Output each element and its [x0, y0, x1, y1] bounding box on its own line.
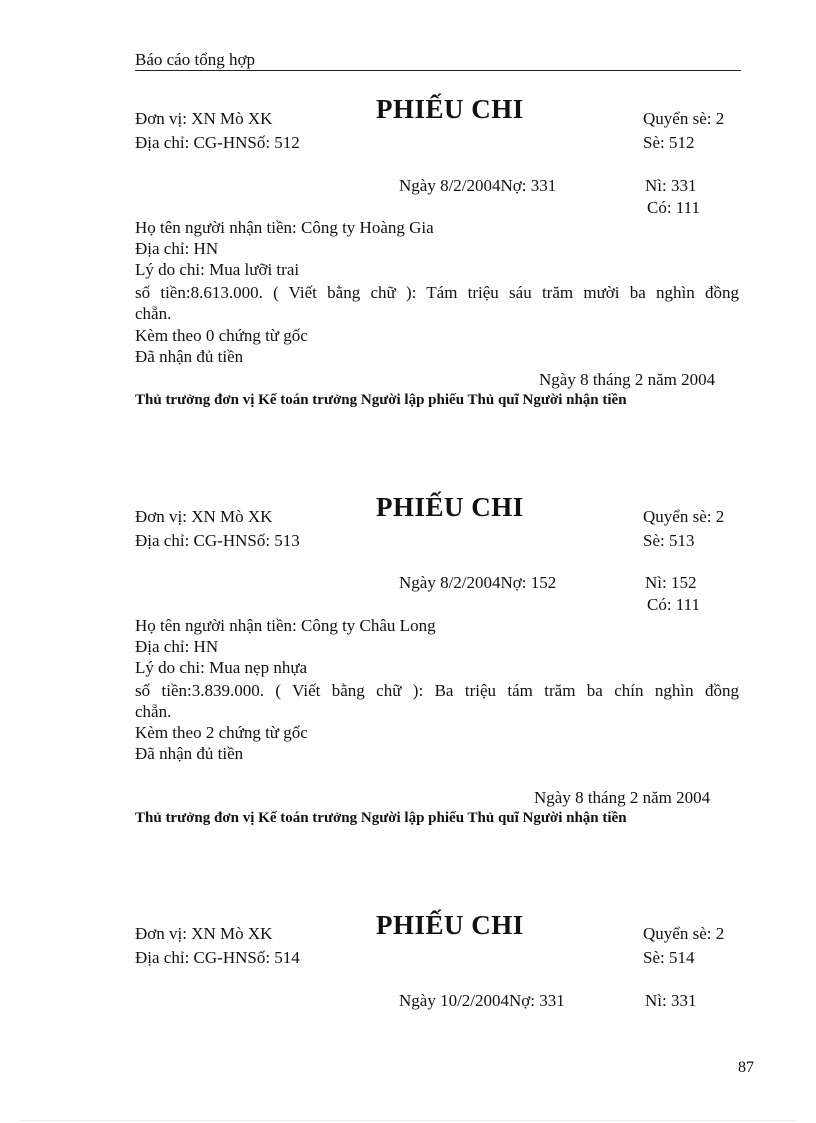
date-debit: Ngày 8/2/2004Nợ: 152	[399, 573, 557, 592]
amount-tail: chẵn.	[135, 702, 172, 721]
voucher-title: PHIẾU CHI	[376, 492, 524, 522]
page-bottom-edge	[20, 1120, 796, 1121]
serial-number: Sè: 514	[643, 948, 695, 967]
date-debit: Ngày 8/2/2004Nợ: 331	[399, 176, 557, 195]
received-note: Đã nhận đủ tiền	[135, 347, 244, 366]
payment-reason: Lý do chi: Mua nẹp nhựa	[135, 658, 308, 677]
unit-label: Đơn vị: XN Mò XK	[135, 109, 273, 128]
serial-number: Sè: 512	[643, 133, 695, 152]
unit-label: Đơn vị: XN Mò XK	[135, 507, 273, 526]
serial-number: Sè: 513	[643, 531, 695, 550]
voucher-title: PHIẾU CHI	[376, 94, 524, 124]
credit-account: Có: 111	[647, 595, 701, 614]
signature-roles: Thủ trưởng đơn vị Kế toán trưởng Người lập phiếu Thủ quĩ Người nhận tiền	[135, 392, 627, 408]
recipient-name: Họ tên người nhận tiền: Công ty Hoàng Gia	[135, 218, 434, 237]
credit-account: Có: 111	[647, 198, 701, 217]
book-number: Quyển sè: 2	[643, 109, 725, 128]
address-number: Địa chỉ: CG-HNSố: 512	[135, 133, 300, 152]
unit-label: Đơn vị: XN Mò XK	[135, 924, 273, 943]
signature-roles: Thủ trưởng đơn vị Kế toán trưởng Người lập phiếu Thủ quĩ Người nhận tiền	[135, 810, 627, 826]
report-title: Báo cáo tổng hợp	[135, 50, 255, 69]
amount-tail: chẵn.	[135, 304, 172, 323]
recipient-name: Họ tên người nhận tiền: Công ty Châu Long	[135, 616, 436, 635]
recipient-address: Địa chỉ: HN	[135, 239, 219, 258]
attachments: Kèm theo 0 chứng từ gốc	[135, 326, 308, 345]
attachments: Kèm theo 2 chứng từ gốc	[135, 723, 308, 742]
voucher-title: PHIẾU CHI	[376, 910, 524, 940]
page-number: 87	[738, 1059, 754, 1076]
signature-date: Ngày 8 tháng 2 năm 2004	[534, 788, 711, 807]
book-number: Quyển sè: 2	[643, 507, 725, 526]
debit-account: Nì: 331	[645, 176, 697, 195]
debit-account: Nì: 331	[645, 991, 697, 1010]
address-number: Địa chỉ: CG-HNSố: 514	[135, 948, 300, 967]
recipient-address: Địa chỉ: HN	[135, 637, 219, 656]
book-number: Quyển sè: 2	[643, 924, 725, 943]
debit-account: Nì: 152	[645, 573, 697, 592]
received-note: Đã nhận đủ tiền	[135, 744, 244, 763]
amount-line: số tiền:8.613.000. ( Viết bằng chữ ): Tám triệu sáu trăm mười ba nghìn đồng	[135, 283, 739, 302]
signature-date: Ngày 8 tháng 2 năm 2004	[539, 370, 716, 389]
date-debit: Ngày 10/2/2004Nợ: 331	[399, 991, 565, 1010]
address-number: Địa chỉ: CG-HNSố: 513	[135, 531, 300, 550]
payment-reason: Lý do chi: Mua lưỡi trai	[135, 260, 300, 279]
header-divider	[135, 70, 741, 71]
amount-line: số tiền:3.839.000. ( Viết bằng chữ ): Ba triệu tám trăm ba chín nghìn đồng	[135, 681, 739, 700]
